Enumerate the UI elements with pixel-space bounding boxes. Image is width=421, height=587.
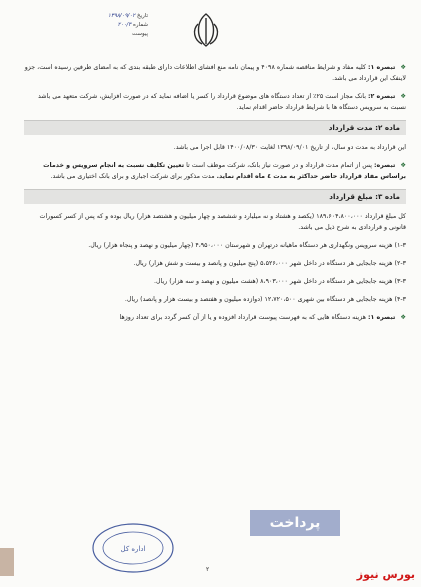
note-1-text: کلیه مفاد و شرایط مناقصه شماره ۴۰۹۸ و پیمان نامه منع افشای اطلاعات دارای طبقه بندی که به امضای طرفین رسیده است، جزو لاینفک این قرارداد می باشد. — [24, 64, 406, 82]
date-line — [70, 12, 148, 21]
note-1 — [24, 62, 406, 84]
number-value: ۲۰۰/۳ — [117, 22, 132, 28]
stamp-icon — [88, 520, 178, 576]
section-3-note-text: هزینه دستگاه هایی که به فهرست پیوست قرارداد افزوده و یا از آن کسر گردد برای تعداد روزها — [119, 314, 366, 321]
note-1-label: تبصره ۱: — [367, 64, 396, 71]
note-2-label: تبصره ۲: — [367, 93, 396, 100]
section-2-note-bold: تعیین تکلیف نسبت به انجام سرویس و خدمات براساس مفاد قرارداد حاضر حداکثر به مدت ٤ ماه اقدام نماید. — [43, 162, 406, 180]
footer-logo — [250, 510, 340, 536]
section-2-title: ماده ۲: مدت قرارداد — [24, 120, 406, 135]
document-body — [24, 62, 406, 330]
side-mark — [0, 548, 14, 576]
bullet-icon: ❖ — [400, 64, 406, 71]
note-2 — [24, 91, 406, 113]
footer-logo-text: پرداخت — [269, 515, 321, 531]
date-value: ۱۳۹۸/۰۹/۰۲ — [107, 13, 136, 19]
attachment-line — [70, 30, 148, 39]
section-3-item-3: ۳-۳) هزینه جابجایی هر دستگاه در داخل شهر ۸،۹۰۳،۰۰۰ (هشت میلیون و نهصد و سه هزار) ریال. — [153, 278, 406, 285]
section-3-item-1: ۱-۳) هزینه سرویس ونگهداری هر دستگاه ماهیانه درتهران و شهرستان ۴،۹۵۰،۰۰۰ (چهار میلیون و نهصد و پنجاه هزار) ریال. — [88, 242, 406, 249]
section-3-item-4: ۴-۳) هزینه جابجایی هر دستگاه بین شهری ۱۲،۷۲۰،۵۰۰ (دوازده میلیون و هفتصد و بیست هزار و پانصد) ریال. — [124, 296, 406, 303]
stamp-text: اداره کل — [120, 545, 146, 553]
date-label: تاریخ — [137, 13, 148, 19]
section-2-note-label: تبصره: — [374, 162, 396, 169]
section-3-title: ماده ۳: مبلغ قرارداد — [24, 189, 406, 204]
number-label: شماره — [132, 22, 148, 28]
section-3-text: کل مبلغ قرارداد ۱۸۹،۶۰۴،۸۰۰،۰۰۰ (یکصد و هشتاد و نه میلیارد و ششصد و چهار میلیون و هشتصد هزار) ریال بوده و که پس از کسر کسورات قانونی و قراردادی به شرح ذیل می باشد. — [39, 213, 406, 231]
section-2-note — [24, 160, 406, 182]
attachment-label: پیوست — [131, 31, 148, 37]
watermark: بورس نیوز — [356, 568, 415, 581]
bullet-icon: ❖ — [400, 314, 406, 321]
section-3-item-2: ۲-۳) هزینه جابجایی هر دستگاه در داخل شهر ۵،۵۲۶،۰۰۰ (پنج میلیون و پانصد و بیست و شش هزار) ریال. — [133, 260, 406, 267]
section-3-note-label: تبصره ۱: — [367, 314, 396, 321]
bullet-icon: ❖ — [400, 93, 406, 100]
section-2-text: این قرارداد به مدت دو سال، از تاریخ ۱۳۹۸/۰۹/۰۱ لغایت ۱۴۰۰/۰۸/۳۰ قابل اجرا می باشد. — [173, 144, 406, 151]
section-2-note-text: پس از اتمام مدت قرارداد و در صورت نیاز بانک، شرکت موظف است تا — [186, 162, 373, 169]
section-2-note-tail: مدت مذکور برای شرکت اجباری و برای بانک اختیاری می باشد. — [50, 173, 215, 180]
bullet-icon: ❖ — [400, 162, 406, 169]
section-3-note — [24, 312, 406, 323]
emblem-icon — [174, 10, 238, 50]
reference-box — [70, 12, 148, 39]
number-line — [70, 21, 148, 30]
page-number: ۲ — [206, 566, 210, 573]
note-2-text: بانک مجاز است ۲۵٪ از تعداد دستگاه های موضوع قرارداد را کسر یا اضافه نماید که در صورت افزایش، شرکت متعهد می باشد نسبت به سرویس دستگاه ها با شرایط قرارداد حاضر اقدام نماید. — [37, 93, 406, 111]
